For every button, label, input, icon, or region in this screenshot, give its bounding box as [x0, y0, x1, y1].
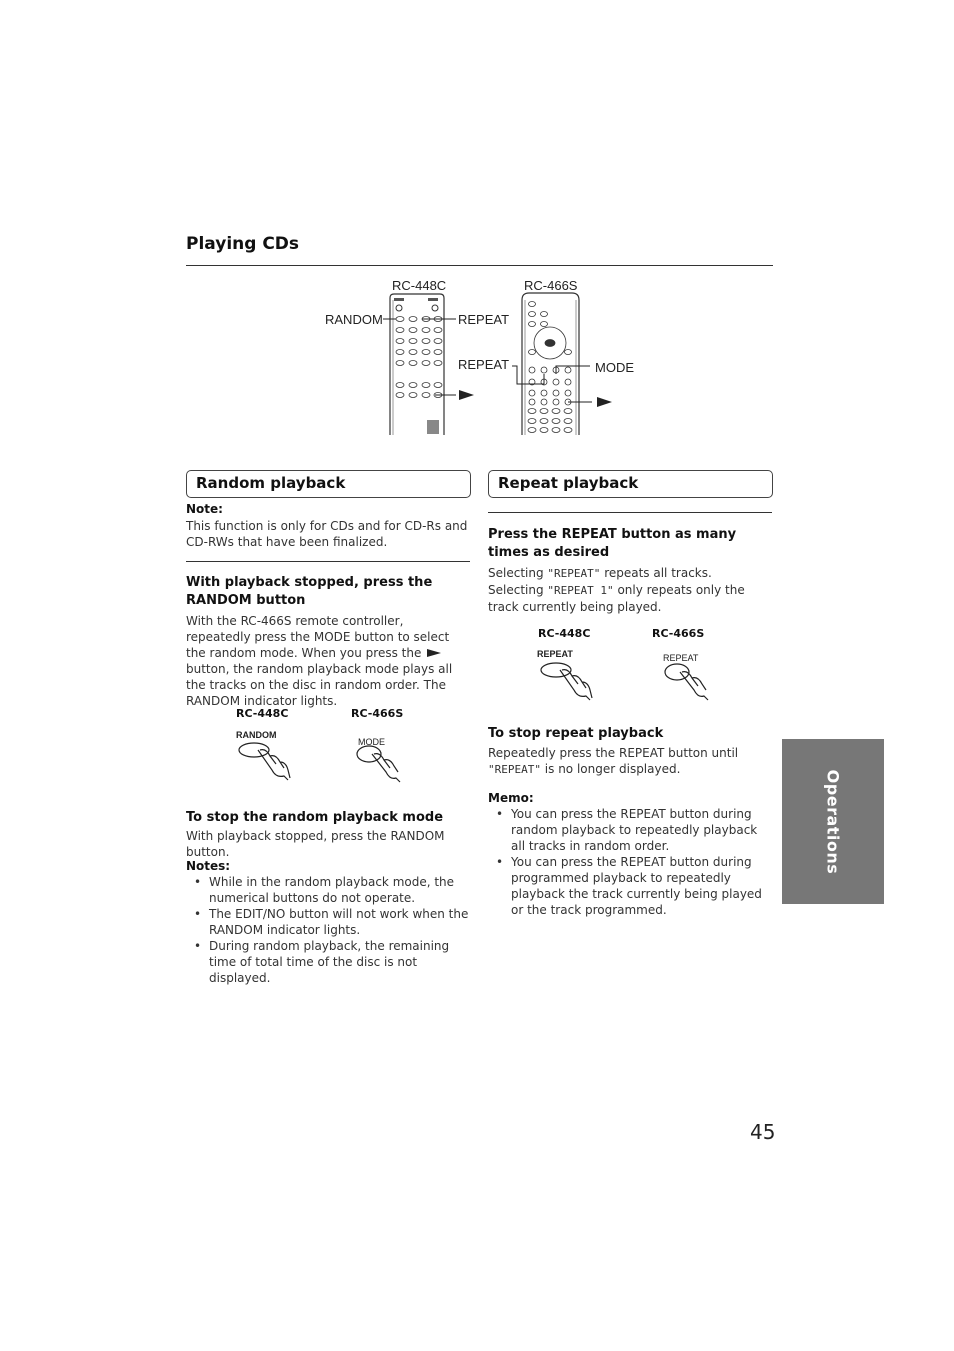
- repeat-line-1-q: "REPEAT": [547, 567, 601, 580]
- repeat-line-2-q: "REPEAT 1": [547, 584, 614, 597]
- side-tab-label: Operations: [823, 769, 843, 874]
- hand-press-icon-4: [664, 662, 714, 702]
- hand-press-icon: [236, 740, 296, 782]
- memo-item: • You can press the REPEAT button during random playback to repeatedly playback all tracks in random order.: [488, 806, 764, 854]
- repeat-rule: [488, 512, 772, 513]
- memo-label: Memo:: [488, 791, 534, 805]
- play-arrow-icon: [459, 390, 474, 400]
- remote-diagram: [380, 290, 620, 440]
- notes-label: Notes:: [186, 859, 231, 873]
- play-icon: [427, 649, 441, 657]
- random-fig-button-2: MODE: [358, 737, 385, 747]
- random-fig-caption-2: RC-466S: [351, 707, 404, 720]
- repeat-callout-1: REPEAT: [458, 312, 510, 327]
- repeat-stop-text-q: "REPEAT": [488, 763, 541, 776]
- repeat-stop-text-b: is no longer displayed.: [540, 762, 681, 776]
- repeat-line-1-a: Selecting: [488, 566, 548, 580]
- operations-side-tab: [782, 739, 884, 904]
- random-fig-button-1: RANDOM: [236, 730, 277, 740]
- page-number: 45: [750, 1120, 776, 1144]
- random-fig-caption-1: RC-448C: [236, 707, 289, 720]
- repeat-callout-2: REPEAT: [458, 357, 510, 372]
- random-playback-heading-box: [186, 470, 471, 498]
- repeat-line-2-b: only repeats only the track currently being played.: [488, 583, 745, 614]
- repeat-stop-text: [488, 745, 772, 778]
- random-stop-heading: To stop the random playback mode: [186, 810, 444, 825]
- note-item: • During random playback, the remaining time of total time of the disc is not displayed.: [186, 938, 470, 986]
- hand-press-icon-3: [538, 660, 598, 702]
- note-item: • While in the random playback mode, the numerical buttons do not operate.: [186, 874, 470, 906]
- remote-rc466s-label: RC-466S: [524, 278, 578, 293]
- repeat-line-2: [488, 582, 772, 615]
- notes-list: [186, 874, 470, 986]
- random-step-text-2: button, the random playback mode plays all the tracks on the disc in random order. The RANDOM indicator lights.: [186, 662, 453, 708]
- note-label: Note:: [186, 502, 223, 516]
- random-callout: RANDOM: [325, 312, 383, 327]
- repeat-line-1: [488, 565, 772, 582]
- rc466s-remote-icon: [522, 293, 579, 435]
- repeat-stop-text-a: Repeatedly press the REPEAT button until: [488, 746, 739, 760]
- random-step-text-1: With the RC-466S remote controller, repeatedly press the MODE button to select the random mode. When you press the: [186, 614, 450, 660]
- note-text: This function is only for CDs and for CD-Rs and CD-RWs that have been finalized.: [186, 519, 468, 549]
- hand-press-icon-2: [356, 744, 406, 784]
- repeat-stop-heading: To stop repeat playback: [488, 726, 664, 741]
- repeat-line-1-b: repeats all tracks.: [600, 566, 712, 580]
- repeat-fig-caption-1: RC-448C: [538, 627, 591, 640]
- repeat-fig-button-1: REPEAT: [537, 649, 573, 659]
- rc448c-remote-icon: [390, 294, 444, 435]
- random-playback-heading: Random playback: [196, 474, 346, 492]
- repeat-playback-heading-box: [488, 470, 773, 498]
- page-title: Playing CDs: [186, 234, 300, 254]
- repeat-fig-button-2: REPEAT: [663, 653, 699, 663]
- random-step-text: [186, 613, 470, 709]
- random-stop-text: With playback stopped, press the RANDOM button.: [186, 829, 445, 859]
- play-arrow-icon-2: [597, 397, 612, 407]
- repeat-fig-caption-2: RC-466S: [652, 627, 705, 640]
- repeat-line-2-a: Selecting: [488, 583, 548, 597]
- memo-list: [488, 806, 764, 918]
- random-step-heading: With playback stopped, press the RANDOM button: [186, 575, 433, 608]
- remote-rc448c-label: RC-448C: [392, 278, 447, 293]
- title-rule: [186, 265, 773, 266]
- mode-callout: MODE: [595, 360, 634, 375]
- repeat-step-heading: Press the REPEAT button as many times as desired: [488, 527, 737, 560]
- random-rule: [186, 561, 470, 562]
- memo-item: • You can press the REPEAT button during programmed playback to repeatedly playback the track currently being played or the track programmed.: [488, 854, 764, 918]
- note-item: • The EDIT/NO button will not work when the RANDOM indicator lights.: [186, 906, 470, 938]
- repeat-playback-heading: Repeat playback: [498, 474, 639, 492]
